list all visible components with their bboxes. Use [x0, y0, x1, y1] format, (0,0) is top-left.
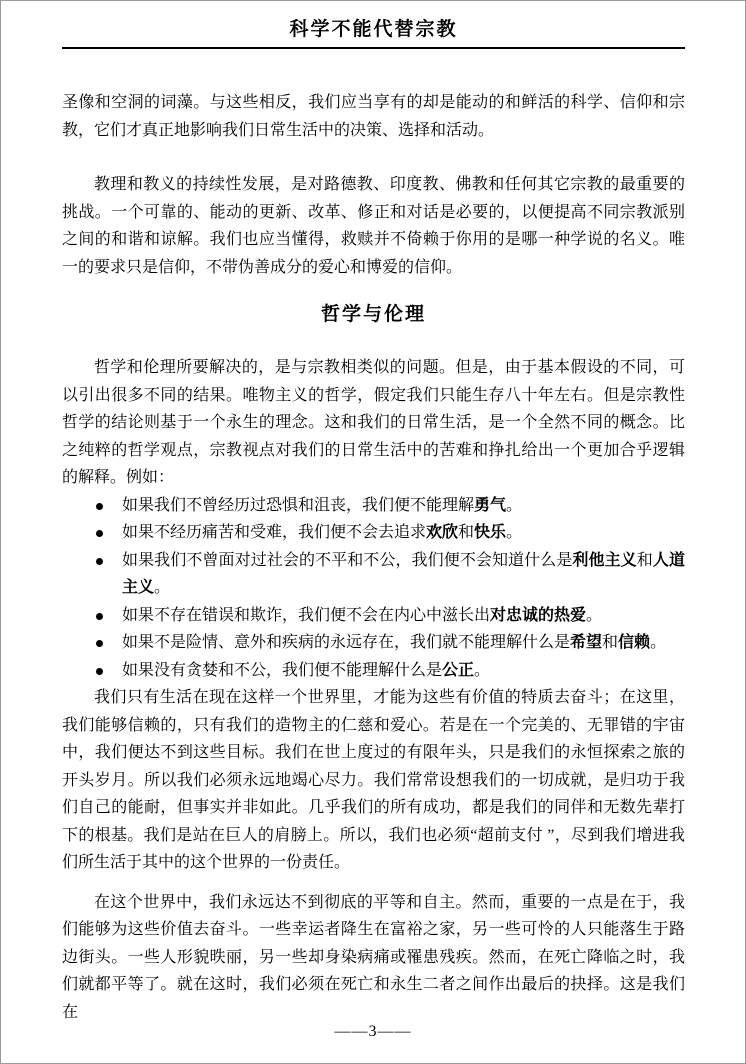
bullet-text: 如果我们不曾面对过社会的不平和不公，我们便不会知道什么是 [122, 551, 573, 569]
bullet-item [62, 629, 685, 657]
paragraph-3: 哲学和伦理所要解决的，是与宗教相类似的问题。但是，由于基本假设的不同，可以引出很多不同的结果。唯物主义的哲学，假定我们只能生存八十年左右。但是宗教性哲学的结论则基于一个永生的理念。这和我们的日常生活，是一个全然不同的概念。比之纯粹的哲学观点，宗教视点对我们的日常生活中的苦难和挣扎给出一个更加合乎逻辑的解释。例如： [62, 359, 685, 486]
bullet-item [62, 492, 685, 520]
bullet-text: 如果不是险情、意外和疾病的永远存在，我们就不能理解什么是 [122, 634, 571, 651]
bullet-text: 如果没有贪婪和不公，我们便不能理解什么是 [122, 661, 443, 679]
paragraph-5: 在这个世界中，我们永远达不到彻底的平等和自主。然而，重要的一点是在于，我们能够为这些价值去奋斗。一些幸运者降生在富裕之家，另一些可怜的人只能落生于路边街头。一些人形貌昳丽，另一些却身染病痛或罹患残疾。然而，在死亡降临之时，我们就都平等了。就在这时，我们必须在死亡和永生二者之间作出最后的抉择。这是我们在 [62, 893, 685, 1021]
document-body [62, 89, 685, 1026]
bullet-text: 。 [586, 606, 603, 624]
page-title: 科学不能代替宗教 [289, 19, 458, 40]
bullet-bold-text: 对忠诚的热爱 [490, 606, 587, 624]
bullet-bold-text: 信赖 [618, 634, 651, 651]
bullet-bold-text: 人道主义 [122, 551, 685, 596]
bullet-bold-text: 欢欣 [426, 524, 459, 541]
bullet-text: 。 [506, 524, 523, 541]
bullet-text: 如果不经历痛苦和受难，我们便不会去追求 [122, 524, 427, 541]
bullet-item [62, 519, 685, 547]
paragraph-2: 教理和教义的持续性发展，是对路德教、印度教、佛教和任何其它宗教的最重要的挑战。一个可靠的、能动的更新、改革、修正和对话是必要的，以便提高不同宗教派别之间的和谐和谅解。我们也应当懂得，救赎并不倚赖于你用的是哪一种学说的名义。唯一的要求只是信仰，不带伪善成分的爱心和博爱的信仰。 [62, 176, 685, 276]
bullet-bold-text: 利他主义 [572, 551, 637, 569]
bullet-item [62, 602, 685, 630]
page-number: ——3—— [334, 1023, 412, 1040]
section-heading: 哲学与伦理 [320, 304, 426, 325]
bullet-bold-text: 勇气 [474, 496, 507, 514]
bullet-item [62, 657, 685, 685]
bullet-text: 。 [154, 579, 171, 596]
bullet-bold-text: 快乐 [474, 524, 507, 541]
bullet-text: 和 [602, 634, 619, 651]
bullet-text: 。 [474, 661, 491, 679]
bullet-text: 如果不存在错误和欺诈，我们便不会在内心中滋长出 [122, 606, 491, 624]
paragraph-1: 圣像和空洞的词藻。与这些相反，我们应当享有的却是能动的和鲜活的科学、信仰和宗教，它们才真正地影响我们日常生活中的决策、选择和活动。 [62, 94, 685, 139]
bullet-text: 和 [636, 551, 653, 569]
bullet-bold-text: 希望 [570, 634, 603, 651]
bullet-bold-text: 公正 [442, 661, 475, 679]
document-header [62, 17, 685, 49]
bullet-text: 。 [650, 634, 667, 651]
bullet-list [62, 492, 685, 685]
bullet-text: 。 [506, 496, 523, 514]
bullet-item [62, 547, 685, 602]
bullet-text: 如果我们不曾经历过恐惧和沮丧，我们便不能理解 [122, 496, 475, 514]
bullet-text: 和 [458, 524, 475, 541]
document-footer [1, 1023, 745, 1041]
paragraph-4: 我们只有生活在现在这样一个世界里，才能为这些有价值的特质去奋斗；在这里，我们能够信赖的，只有我们的造物主的仁慈和爱心。若是在一个完美的、无罪错的宇宙中，我们便达不到这些目标。我们在世上度过的有限年头，只是我们的永恒探索之旅的开头岁月。所以我们必须永远地竭心尽力。我们常常设想我们的一切成就，是归功于我们自己的能耐，但事实并非如此。几乎我们的所有成功，都是我们的同伴和无数先辈打下的根基。我们是站在巨人的肩膀上。所以，我们也必须“超前支付 ”，尽到我们增进我们所生活于其中的这个世界的一份责任。 [62, 689, 685, 871]
